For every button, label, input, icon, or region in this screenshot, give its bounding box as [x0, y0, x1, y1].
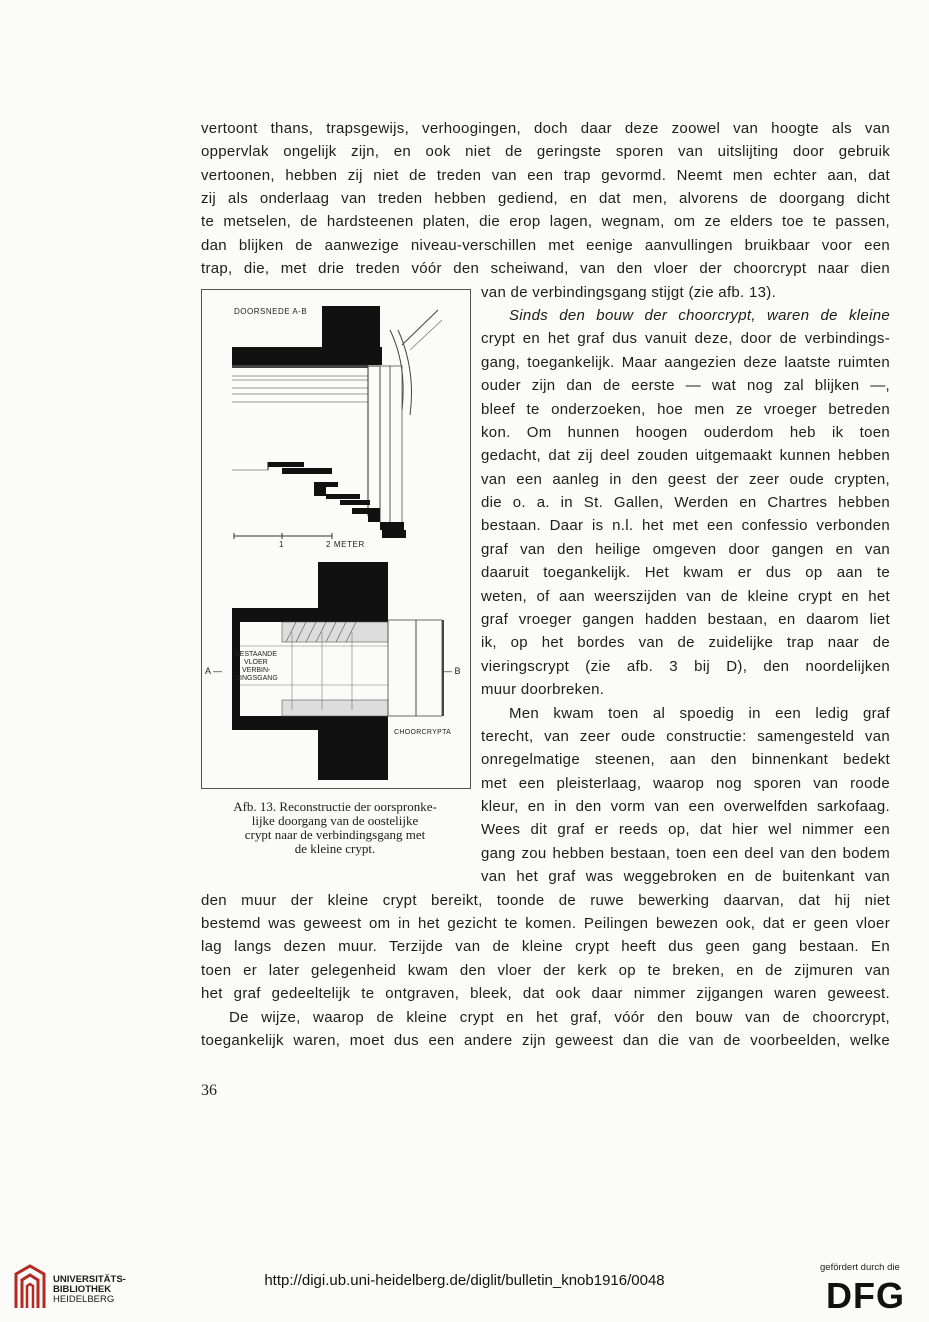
uni-line-1: UNIVERSITÄTS- [53, 1274, 126, 1285]
text-line: Sinds den bouw der choorcrypt, waren de kleine [509, 307, 890, 324]
uni-line-3: HEIDELBERG [53, 1294, 115, 1305]
text-line: van een aanleg in den geest der zeer oude crypten, [481, 471, 890, 488]
text-line: die o. a. in St. Gallen, Werden en Chartres hebben [481, 494, 890, 511]
text-line: te metselen, de hardsteenen platen, die erop lagen, wegnam, om ze elders toe te passen, [201, 213, 890, 230]
text-line: graf vroeger gangen hadden bestaan, en daarom liet [481, 611, 890, 628]
figure-cross-section [201, 289, 471, 789]
text-line: van het graf was weggebroken en de buitenkant van [481, 868, 890, 885]
caption-line: Afb. 13. Reconstructie der oorspronke- [233, 799, 437, 814]
text-line: bleef te onderzoeken, hoe men ze vroeger betreden [481, 401, 890, 418]
text-line: toegankelijk waren, moet dus een andere zijn geweest dan die van de voorbeelden, welke [201, 1032, 890, 1049]
text-line: van de verbindingsgang stijgt (zie afb. 13). [481, 284, 777, 301]
text-line: Men kwam toen al spoedig in een ledig graf [509, 705, 890, 722]
text-line: het graf gedeeltelijk te ontgraven, bleek, dat ook daar nimmer zijgangen waren geweest. [201, 985, 890, 1002]
text-line: muur doorbreken. [481, 681, 605, 698]
page-number: 36 [201, 1082, 217, 1099]
text-line: kleur, en in den vorm van een overwelfden sarkofaag. [481, 798, 890, 815]
choorcrypta-label: CHOORCRYPTA [394, 729, 452, 736]
bestaande-label-2: VLOER [244, 659, 268, 666]
caption-line: de kleine crypt. [294, 841, 376, 856]
text-line: graf van den heilige omgeven door gangen en van [481, 541, 890, 558]
text-line: bestemd was geweest om in het gezicht te komen. Peilingen bewezen ook, dat er geen vloer [201, 915, 890, 932]
text-line: oppervlak ongelijk zijn, en ook niet de geringste sporen van uitslijting door gebruik [201, 143, 890, 160]
text-line: kon. Om hunnen hoogen ouderdom heb ik toen [481, 424, 890, 441]
text-line: gang, toegankelijk. Maar aangezien deze laatste ruimten [481, 354, 890, 371]
text-line: onregelmatige steenen, aan den binnenkant bedekt [481, 751, 890, 768]
funded-by-label: gefördert durch die [820, 1262, 900, 1273]
text-line: gang zou hebben bestaan, toen een deel van den bodem [481, 845, 890, 862]
bestaande-label-1: BESTAANDE [235, 651, 277, 658]
text-line: gedacht, dat zij deel zouden uitgemaakt kunnen hebben [481, 447, 890, 464]
scale-label-1: 1 [279, 540, 284, 549]
text-line: vertoont thans, trapsgewijs, verhoogingen, doch daar deze zoowel van hoogte als van [201, 120, 890, 137]
text-line: bestaan. Daar is n.l. het met een confessio verbonden [481, 517, 890, 534]
bestaande-label-3: VERBIN- [242, 667, 271, 674]
text-line: crypt en het graf dus vanuit deze, door de verbindings- [481, 330, 890, 347]
text-line: vieringscrypt (zie afb. 3 bij D), den noordelijken [481, 658, 890, 675]
text-line: toen er later gelegenheid kwam den vloer der kerk op te breken, en de zijmuren van [201, 962, 890, 979]
uni-line-2: BIBLIOTHEK [53, 1284, 112, 1295]
text-line: ouder zijn dan de eerste — wat nog zal blijken —, [481, 377, 890, 394]
dfg-logo: DFG [826, 1275, 905, 1316]
text-line: weten, of aan weerszijden van de kleine crypt en het [481, 588, 890, 605]
bestaande-label-4: DINGSGANG [235, 675, 278, 682]
cross-section-drawing [202, 290, 470, 788]
section-label: DOORSNEDE A-B [234, 307, 308, 316]
label-b: — B [443, 666, 461, 676]
label-a: A — [205, 666, 223, 676]
text-line: Wees dit graf er reeds op, dat hier wel nimmer een [481, 821, 890, 838]
text-line: daaruit toegankelijk. Het kwam er dus op aan te [481, 564, 890, 581]
source-url-link[interactable]: http://digi.ub.uni-heidelberg.de/diglit/bulletin_knob1916/0048 [264, 1272, 665, 1289]
text-line: vertoonen, hebben zij niet de treden van een trap gevormd. Neemt men echter aan, dat [201, 167, 890, 184]
text-line: met een pleisterlaag, waarop nog sporen van roode [481, 775, 890, 792]
caption-line: crypt naar de verbindingsgang met [244, 827, 426, 842]
text-line: zij als onderlaag van treden hebben gediend, en dat men, alvorens de doorgang dicht [201, 190, 890, 207]
text-line: trap, die, met drie treden vóór den scheiwand, van den vloer der choorcrypt naar dien [201, 260, 890, 277]
text-line: dan blijken de aanwezige niveau-verschillen met eenige aanvullingen bruikbaar voor een [201, 237, 890, 254]
text-line: den muur der kleine crypt bereikt, toonde de ruwe bewerking daarvan, dat hij niet [201, 892, 890, 909]
scale-label-2: 2 METER [326, 540, 365, 549]
figure-caption [201, 800, 469, 856]
caption-line: lijke doorgang van de oostelijke [251, 813, 419, 828]
text-line: terecht, van zeer oude constructie: samengesteld van [481, 728, 890, 745]
text-line: ik, op het bordes van de zuidelijke trap naar de [481, 634, 890, 651]
text-line: De wijze, waarop de kleine crypt en het graf, vóór den bouw van de choorcrypt, [229, 1009, 890, 1026]
text-line: lag langs dezen muur. Terzijde van de kleine crypt heeft dus geen gang bestaan. En [201, 938, 890, 955]
